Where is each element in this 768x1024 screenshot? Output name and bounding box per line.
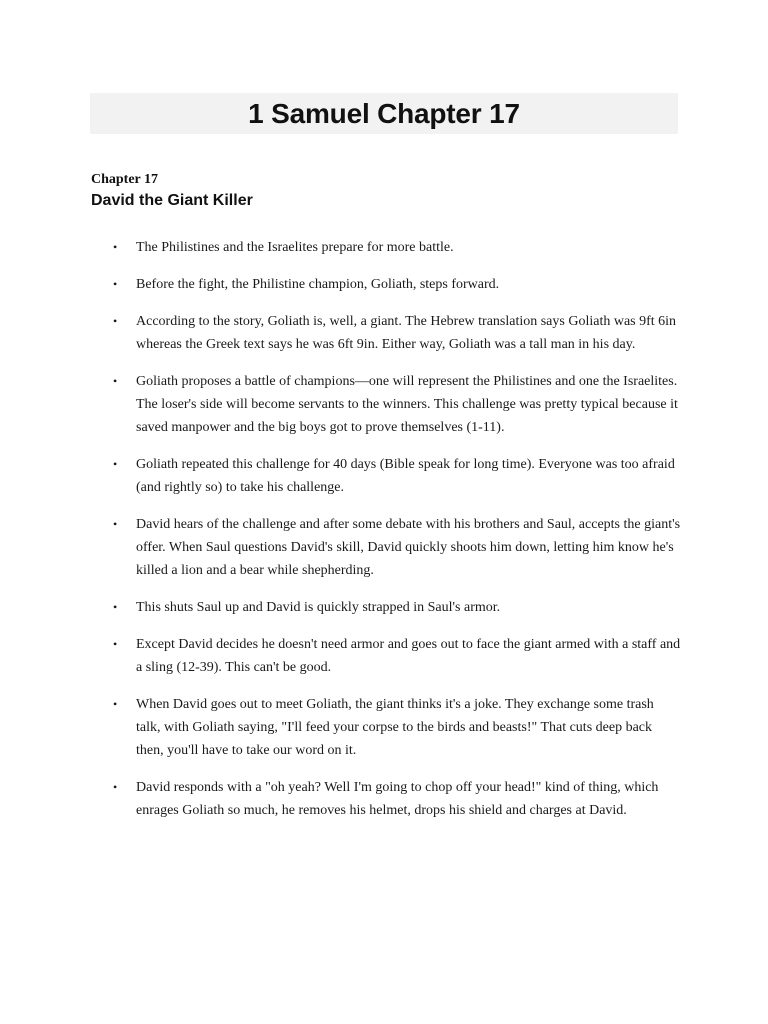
list-item-text: This shuts Saul up and David is quickly strapped in Saul's armor.: [136, 600, 501, 615]
list-item: [91, 370, 681, 439]
list-item-text: Except David decides he doesn't need armor and goes out to face the giant armed with a staff and a sling (12-39). This can't be good.: [136, 637, 681, 675]
list-item: [91, 596, 681, 619]
bullet-icon: •: [113, 600, 118, 614]
bullet-icon: •: [113, 240, 118, 254]
list-item-text: The Philistines and the Israelites prepare for more battle.: [136, 240, 454, 255]
bullet-icon: •: [113, 697, 118, 711]
page-title: 1 Samuel Chapter 17: [248, 98, 520, 129]
list-item-text: Goliath proposes a battle of champions—one will represent the Philistines and one the Israelites. The loser's side will become servants to the winners. This challenge was pretty typical because it saved manpower and the big boys got to prove themselves (1-11).: [136, 374, 678, 435]
bullet-icon: •: [113, 637, 118, 651]
chapter-heading: David the Giant Killer: [91, 192, 253, 209]
list-item-text: David responds with a "oh yeah? Well I'm going to chop off your head!" kind of thing, which enrages Goliath so much, he removes his helmet, drops his shield and charges at David.: [136, 780, 659, 818]
list-item-text: According to the story, Goliath is, well, a giant. The Hebrew translation says Goliath was 9ft 6in whereas the Greek text says he was 6ft 9in. Either way, Goliath was a tall man in his day.: [136, 314, 677, 352]
list-item: [91, 513, 681, 582]
bullet-icon: •: [113, 374, 118, 388]
list-item: [91, 236, 681, 259]
title-banner: [90, 93, 678, 134]
list-item: [91, 453, 681, 499]
list-item: [91, 633, 681, 679]
bullet-icon: •: [113, 517, 118, 531]
list-item-text: When David goes out to meet Goliath, the giant thinks it's a joke. They exchange some trash talk, with Goliath saying, "I'll feed your corpse to the birds and beasts!" That cuts deep back then, you'll have to take our word on it.: [136, 697, 654, 758]
bullet-list: [91, 236, 681, 836]
list-item-text: Goliath repeated this challenge for 40 days (Bible speak for long time). Everyone was too afraid (and rightly so) to take his challenge.: [136, 457, 675, 495]
bullet-icon: •: [113, 780, 118, 794]
list-item: [91, 776, 681, 822]
bullet-icon: •: [113, 277, 118, 291]
bullet-icon: •: [113, 314, 118, 328]
list-item: [91, 273, 681, 296]
list-item: [91, 310, 681, 356]
list-item: [91, 693, 681, 762]
list-item-text: Before the fight, the Philistine champion, Goliath, steps forward.: [136, 277, 500, 292]
bullet-icon: •: [113, 457, 118, 471]
chapter-label: Chapter 17: [91, 172, 159, 187]
list-item-text: David hears of the challenge and after some debate with his brothers and Saul, accepts the giant's offer. When Saul questions David's skill, David quickly shoots him down, letting him know he's killed a lion and a bear while shepherding.: [136, 517, 681, 578]
